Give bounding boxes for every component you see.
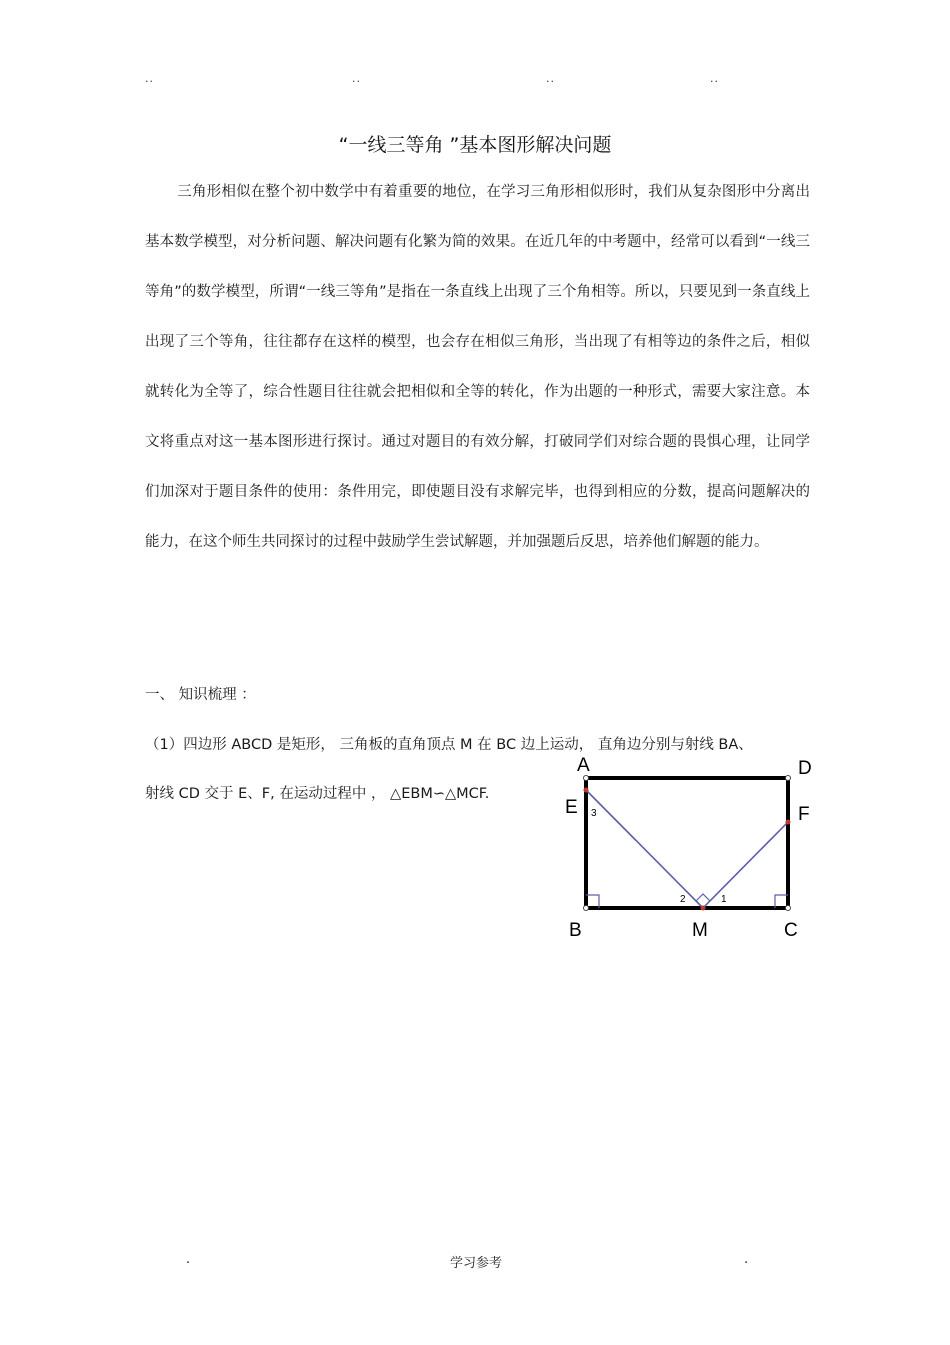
footer-center-text: 学习参考: [450, 1256, 503, 1271]
label-a: A: [577, 755, 590, 776]
item1-line2: 射线 CD 交于 E、F, 在运动过程中 ， △EBM∽△MCF.: [145, 786, 490, 802]
vertex-c: [786, 906, 791, 911]
angle-label-2: 2: [680, 894, 686, 905]
document-title: “一线三等角 ”基本图形解决问题: [338, 134, 612, 156]
label-b: B: [569, 920, 582, 941]
label-d: D: [798, 758, 812, 779]
vertex-a: [584, 776, 589, 781]
header-dot-1: ..: [145, 72, 154, 85]
footer-left-dot: .: [186, 1252, 191, 1267]
section-heading: 一、 知识梳理 ：: [145, 687, 256, 703]
point-e: [584, 788, 589, 793]
label-c: C: [784, 920, 798, 941]
angle-label-3: 3: [591, 808, 597, 819]
footer-right-dot: .: [744, 1252, 749, 1267]
label-m: M: [692, 920, 708, 941]
rectangle-diagram: [560, 752, 820, 947]
vertex-b: [584, 906, 589, 911]
header-dot-3: ..: [546, 72, 555, 85]
rectangle-abcd: [586, 778, 788, 908]
right-angle-m-marker: [696, 894, 710, 901]
header-dot-2: ..: [352, 72, 361, 85]
item1-line1: （1）四边形 ABCD 是矩形， 三角板的直角顶点 M 在 BC 边上运动， 直角边分别与射线 BA、: [145, 737, 753, 753]
angle-label-1: 1: [721, 894, 727, 905]
label-f: F: [798, 804, 810, 825]
segment-em: [586, 790, 703, 908]
header-dot-4: ..: [710, 72, 719, 85]
intro-paragraph: [145, 167, 810, 567]
point-m: [701, 906, 706, 911]
intro-paragraph-text: 三角形相似在整个初中数学中有着重要的地位，在学习三角形相似形时，我们从复杂图形中分离出基本数学模型，对分析问题、解决问题有化繁为简的效果。在近几年的中考题中，经常可以看到“一线三等角”的数学模型，所谓“一线三等角”是指在一条直线上出现了三个角相等。所以，只要见到一条直线上出现了三个等角，往往都存在这样的模型，也会存在相似三角形，当出现了有相等边的条件之后，相似就转化为全等了，综合性题目往往就会把相似和全等的转化，作为出题的一种形式，需要大家注意。本文将重点对这一基本图形进行探讨。通过对题目的有效分解，打破同学们对综合题的畏惧心理，让同学们加深对于题目条件的使用：条件用完，即使题目没有求解完毕，也得到相应的分数，提高问题解决的能力，在这个师生共同探讨的过程中鼓励学生尝试解题，并加强题后反思，培养他们解题的能力。: [145, 184, 810, 550]
vertex-d: [786, 776, 791, 781]
label-e: E: [565, 797, 578, 818]
point-f: [786, 820, 791, 825]
